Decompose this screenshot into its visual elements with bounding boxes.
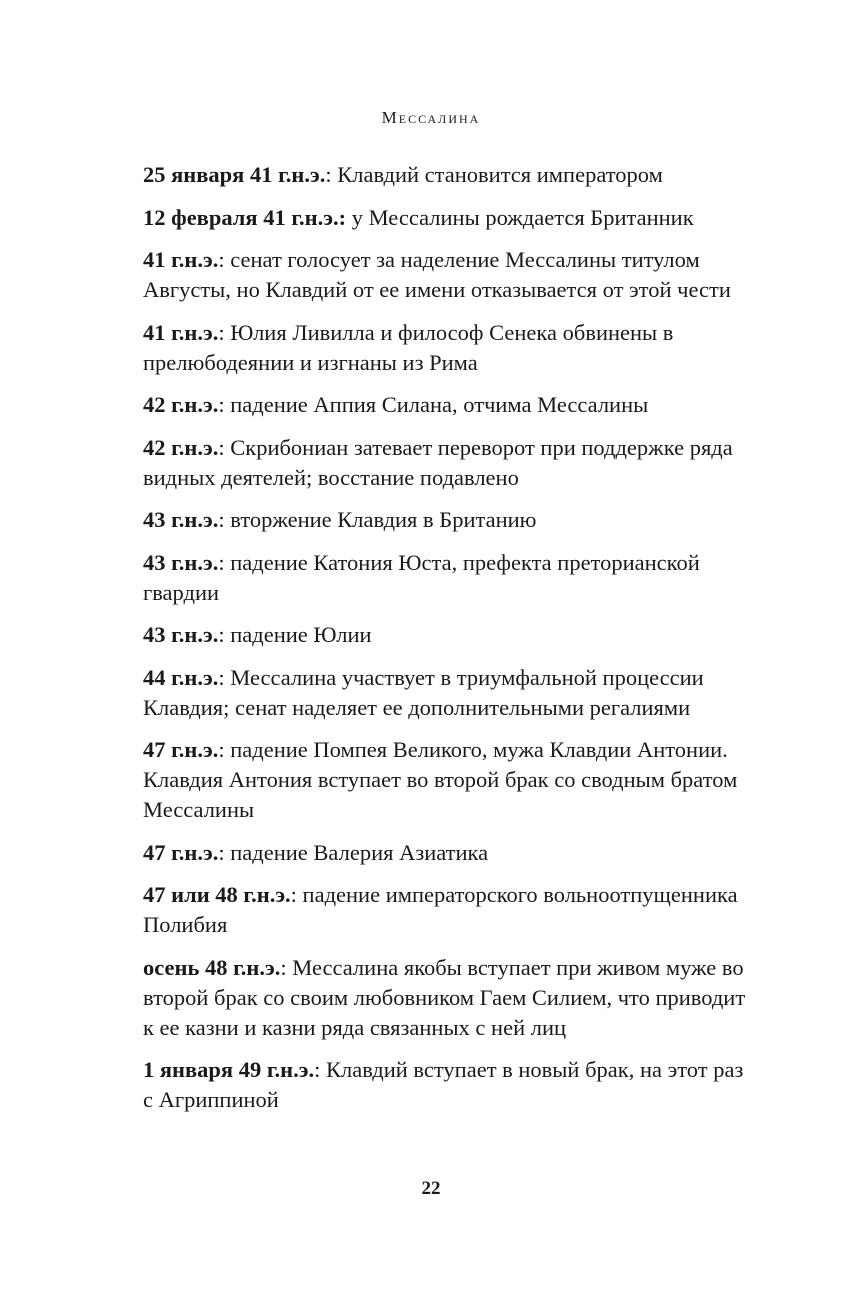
entry-date: 12 февраля 41 г.н.э.: [143, 204, 347, 230]
chronology-entry [143, 505, 753, 535]
chronology-entry [143, 735, 753, 825]
entry-text: : падение Помпея Великого, мужа Клавдии Антонии. Клавдия Антония вступает во второй брак со сводным братом Мессалины [143, 737, 738, 822]
entry-date: 47 или 48 г.н.э. [143, 882, 291, 907]
chronology-entry [143, 953, 753, 1043]
chronology-entry [143, 880, 753, 940]
entry-date: 25 января 41 г.н.э. [143, 162, 326, 187]
entry-date: 42 г.н.э. [143, 392, 219, 417]
chronology-entry [143, 663, 753, 723]
entry-text: : вторжение Клавдия в Британию [218, 507, 537, 532]
chronology-entry [143, 548, 753, 608]
entry-text: : Юлия Ливилла и философ Сенека обвинены в прелюбодеянии и изгнаны из Рима [143, 319, 674, 375]
chronology-entry [143, 203, 753, 233]
chronology-entry [143, 245, 753, 305]
entry-text: : Мессалина участвует в триумфальной процессии Клавдия; сенат наделяет ее дополнительными регалиями [143, 664, 704, 720]
entry-text: : Скрибониан затевает переворот при поддержке ряда видных деятелей; восстание подавлено [143, 434, 733, 490]
chronology-entry [143, 620, 753, 650]
entry-date: 47 г.н.э. [143, 839, 219, 865]
chronology-entry [143, 433, 753, 493]
entry-date: 47 г.н.э. [143, 737, 219, 762]
entry-text: : Мессалина якобы вступает при живом муже во второй брак со своим любовником Гаем Силием, что приводит к ее казни и казни ряда связанных с ней лиц [143, 954, 746, 1040]
chronology-entry [143, 838, 753, 868]
entry-text: : Клавдий становится императором [325, 162, 663, 187]
chronology-list [143, 160, 753, 1128]
entry-date: 44 г.н.э. [143, 664, 219, 690]
running-head: Мессалина [381, 108, 481, 127]
entry-text: : падение Валерия Азиатика [218, 839, 489, 865]
entry-date: 42 г.н.э. [143, 434, 219, 460]
entry-text: : падение Юлии [218, 622, 372, 647]
entry-text: у Мессалины рождается Британник [346, 204, 694, 230]
entry-date: 41 г.н.э. [143, 247, 219, 272]
entry-date: 1 января 49 г.н.э. [143, 1057, 315, 1082]
page-number: 22 [421, 1178, 441, 1199]
entry-date: 43 г.н.э. [143, 549, 219, 575]
entry-text: : сенат голосует за наделение Мессалины титулом Августы, но Клавдий от ее имени отказывается от этой чести [143, 247, 731, 302]
chronology-entry [143, 160, 753, 190]
chronology-entry [143, 1055, 753, 1115]
entry-date: 43 г.н.э. [143, 622, 219, 647]
entry-text: : падение Катония Юста, префекта преторианской гвардии [143, 549, 700, 605]
entry-date: 43 г.н.э. [143, 507, 219, 532]
entry-date: 41 г.н.э. [143, 319, 219, 345]
chronology-entry [143, 390, 753, 420]
entry-text: : Клавдий вступает в новый брак, на этот раз с Агриппиной [143, 1057, 744, 1112]
entry-date: осень 48 г.н.э. [143, 954, 281, 980]
chronology-entry [143, 318, 753, 378]
entry-text: : падение Аппия Силана, отчима Мессалины [218, 392, 649, 417]
entry-text: : падение императорского вольноотпущенника Полибия [143, 882, 738, 937]
